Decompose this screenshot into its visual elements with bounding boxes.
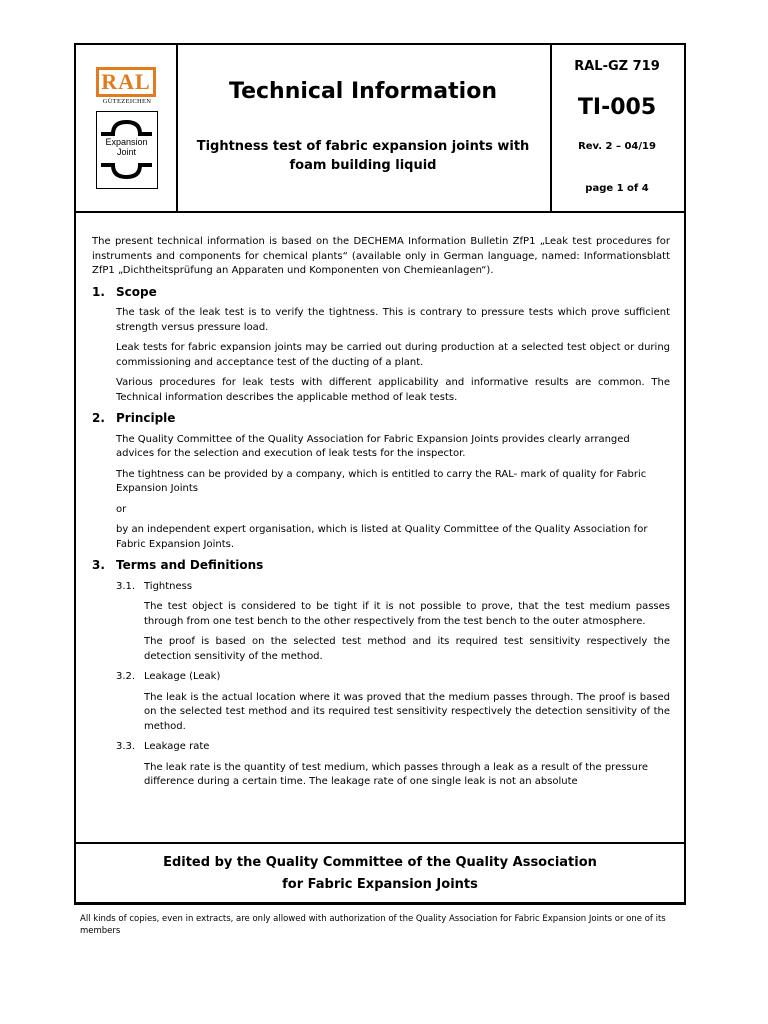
section-heading-terms: [92, 558, 670, 573]
section-heading-principle: [92, 411, 670, 426]
subsection-heading-leakage: [92, 670, 670, 685]
paragraph: The tightness can be provided by a company, which is entitled to carry the RAL- mark of quality for Fabric Expansion Joints: [116, 468, 647, 494]
subtitle-line2: foam building liquid: [289, 158, 437, 173]
copyright-note: All kinds of copies, even in extracts, are only allowed with authorization of the Quality Association for Fabric Expansion Joints or one of its members: [80, 914, 666, 936]
section-title: Terms and Definitions: [116, 558, 264, 572]
paragraph: The proof is based on the selected test method and its required test sensitivity respectively the detection sensitivity of the method.: [144, 636, 670, 662]
page-indicator: page 1 of 4: [585, 183, 649, 194]
revision: Rev. 2 – 04/19: [578, 141, 656, 152]
paragraph: The task of the leak test is to verify the tightness. This is contrary to pressure tests which prove sufficient strength versus pressure load.: [116, 307, 670, 333]
paragraph: The leak is the actual location where it was proved that the medium passes through. The proof is based on the selected test method and its required test sensitivity respectively the detection sensitivity of the method.: [144, 691, 670, 732]
subsection-title: Tightness: [144, 580, 193, 592]
subsection-heading-tightness: [92, 580, 670, 595]
paragraph: by an independent expert organisation, which is listed at Quality Committee of the Quality Association for Fabric Expansion Joints.: [116, 524, 648, 550]
paragraph: Leak tests for fabric expansion joints may be carried out during production at a selected test object or during commissioning and acceptance test of the ducting of a plant.: [116, 342, 670, 368]
subsection-heading-leakage-rate: [92, 740, 670, 755]
ral-logo: RAL: [96, 67, 156, 97]
paragraph: The Quality Committee of the Quality Association for Fabric Expansion Joints provides clearly arranged advices for the selection and execution of leak tests for the inspector.: [116, 433, 630, 459]
subsection-title: Leakage (Leak): [144, 671, 221, 682]
ral-gz-number: RAL-GZ 719: [574, 59, 660, 74]
document-subtitle: [196, 137, 530, 175]
intro-paragraph: The present technical information is based on the DECHEMA Information Bulletin ZfP1 „Leak test procedures for instruments and components for chemical plants“ (available only in German language, named: Informationsblatt ZfP1 „Dichtheitsprüfung an Apparaten und Komponenten von Chemieanlagen“).: [92, 236, 670, 276]
title-cell: [176, 45, 552, 211]
expansion-joint-emblem: [96, 111, 158, 189]
section-number: 2.: [92, 411, 105, 425]
document-frame: [74, 43, 686, 905]
document-body: [92, 235, 670, 796]
subsection-number: 3.1.: [116, 580, 136, 592]
section-heading-scope: [92, 285, 670, 300]
section-number: 3.: [92, 558, 105, 572]
subsection-number: 3.2.: [116, 671, 136, 682]
footer-line1: Edited by the Quality Committee of the Quality Association: [163, 855, 597, 870]
subsection-title: Leakage rate: [144, 741, 210, 752]
section-number: 1.: [92, 284, 105, 299]
logo-cell: [76, 45, 178, 211]
subsection-number: 3.3.: [116, 741, 136, 752]
paragraph: The leak rate is the quantity of test medium, which passes through a leak as a result of the pressure difference during a certain time. The leakage rate of one single leak is not an absolute: [144, 761, 649, 787]
paragraph: Various procedures for leak tests with different applicability and informative results are common. The Technical information describes the applicable method of leak tests.: [116, 377, 670, 403]
ral-logo-subtitle: GÜTEZEICHEN: [102, 98, 152, 105]
section-title: Principle: [116, 411, 176, 425]
section-title: Scope: [116, 284, 157, 299]
paragraph: or: [116, 503, 127, 515]
page-title: Technical Information: [229, 79, 497, 104]
footer-line2: for Fabric Expansion Joints: [282, 877, 478, 892]
header: [76, 45, 684, 213]
editor-footer: [74, 842, 686, 904]
emblem-text-line2: Joint: [116, 147, 136, 157]
subtitle-line1: Tightness test of fabric expansion joints with: [196, 139, 530, 154]
emblem-text-line1: Expansion: [105, 137, 148, 147]
reference-cell: [550, 45, 684, 211]
document-number: TI-005: [577, 95, 657, 120]
paragraph: The test object is considered to be tight if it is not possible to prove, that the test medium passes through from one test bench to the other respectively from the test bench to the outer atmosphere.: [144, 601, 670, 627]
